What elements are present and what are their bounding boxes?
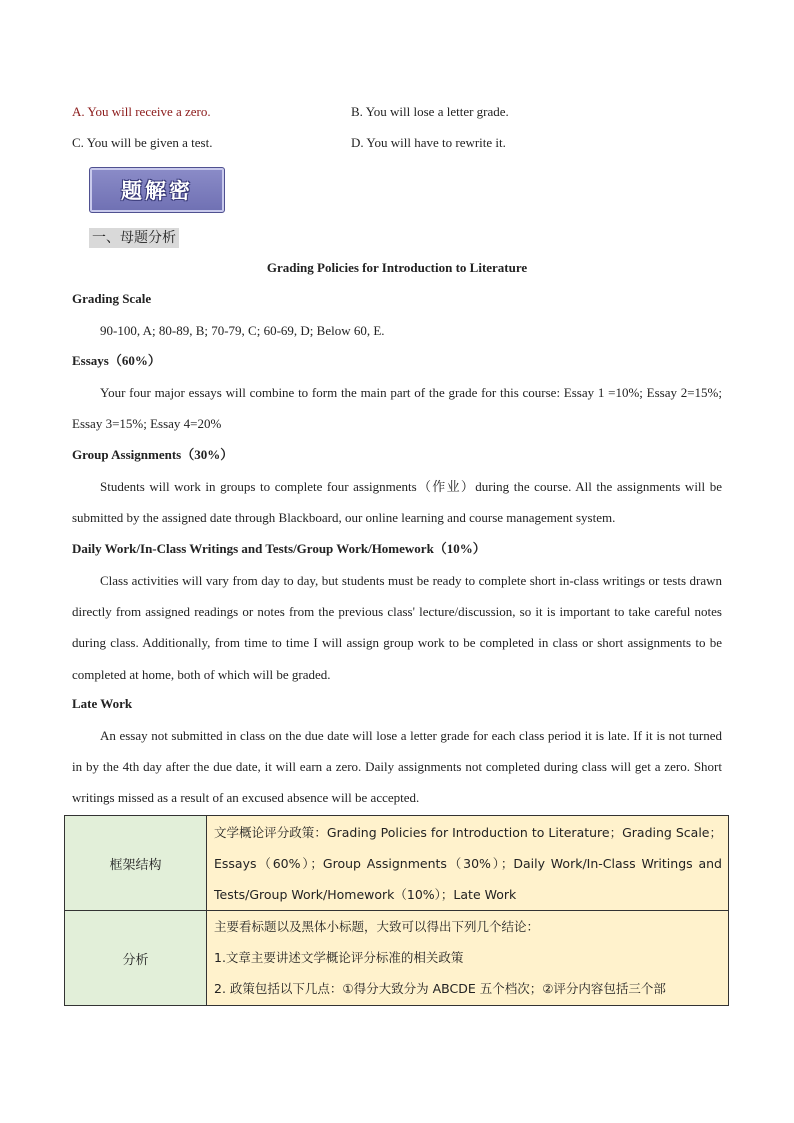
group-assignments-heading: Group Assignments（30%） [72,447,234,462]
late-work-heading: Late Work [72,696,133,711]
option-d: D. You will have to rewrite it. [351,135,506,150]
late-work-text: An essay not submitted in class on the due date will lose a letter grade for each class period it is late. If it is not turned in by the 4th day after the due date, it will earn a zero. Daily assignments not completed during class will get a zero. Short writings missed as a result of an excused absence will be accepted. [72,728,722,806]
framework-content: 文学概论评分政策：Grading Policies for Introduction to Literature；Grading Scale；Essays（60%）；Group Assignments（30%）；Daily Work/In-Class Writings and Tests/Group Work/Homework（10%）；Late Work [207,816,729,911]
analysis-line-2: 1.文章主要讲述文学概论评分标准的相关政策 [214,950,464,965]
option-a: A. You will receive a zero. [72,104,211,119]
analysis-line-3: 2. 政策包括以下几点：①得分大致分为 ABCDE 五个档次；②评分内容包括三个部 [214,981,666,996]
option-b: B. You will lose a letter grade. [351,104,509,119]
daily-work-heading: Daily Work/In-Class Writings and Tests/Group Work/Homework（10%） [72,541,486,556]
analysis-label: 分析 [65,911,207,1006]
analysis-line-1: 主要看标题以及黑体小标题，大致可以得出下列几个结论： [214,919,540,934]
table-row [65,911,729,1006]
passage-title: Grading Policies for Introduction to Literature [266,260,528,275]
badge-label: 题解密 [121,179,193,203]
daily-work-text: Class activities will vary from day to day, but students must be ready to complete short in-class writings or tests drawn directly from assigned readings or notes from the previous class' lecture/discussion, so it is important to take careful notes during class. Additionally, from time to time I will assign group work to be completed in class or short assignments to be completed at home, both of which will be graded. [72,573,722,682]
essays-text: Your four major essays will combine to form the main part of the grade for this course: Essay 1 =10%; Essay 2=15%; Essay 3=15%; Essay 4=20% [72,385,722,432]
analysis-content [207,911,729,1006]
option-c: C. You will be given a test. [72,135,213,150]
group-assignments-text: Students will work in groups to complete four assignments（作业）during the course. All the assignments will be submitted by the assigned date through Blackboard, our online learning and course management system. [72,479,722,526]
essays-heading: Essays（60%） [72,353,161,368]
answer-badge [89,167,225,213]
grading-scale-text: 90-100, A; 80-89, B; 70-79, C; 60-69, D; Below 60, E. [100,323,385,338]
analysis-table [64,815,729,1006]
framework-label: 框架结构 [65,816,207,911]
section-label: 一、母题分析 [89,228,179,248]
table-row [65,816,729,911]
grading-scale-heading: Grading Scale [72,291,152,306]
